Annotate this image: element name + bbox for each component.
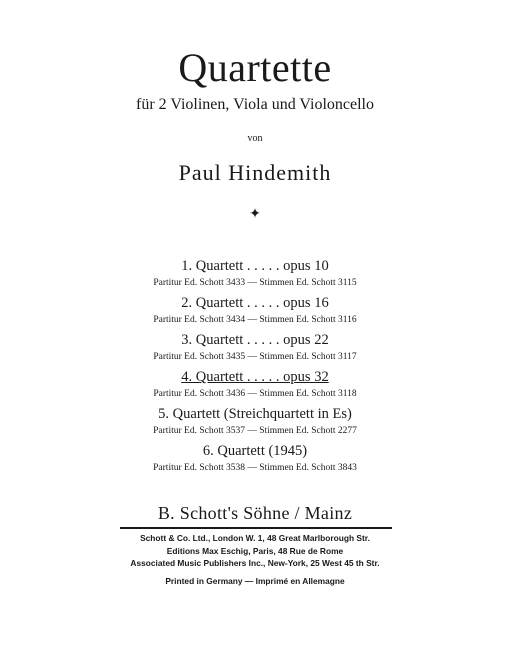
quartet-1-parts: Partitur Ed. Schott 3433 — Stimmen Ed. Schott 3115: [153, 278, 357, 288]
quartet-4-title: [0, 368, 510, 386]
quartet-3-parts: Partitur Ed. Schott 3435 — Stimmen Ed. Schott 3117: [153, 352, 357, 362]
quartet-5-parts: Partitur Ed. Schott 3537 — Stimmen Ed. Schott 2277: [153, 426, 357, 436]
quartet-6-title: 6. Quartett (1945): [202, 443, 308, 459]
quartet-5-title: 5. Quartett (Streichquartett in Es): [158, 406, 352, 422]
page-title: Quartette: [178, 45, 332, 90]
ornament-icon: ✦: [249, 207, 261, 222]
quartet-2-parts: Partitur Ed. Schott 3434 — Stimmen Ed. Schott 3116: [153, 315, 357, 325]
quartet-4-title-text: 4. Quartett . . . . . opus 32: [181, 369, 329, 385]
address-block: [0, 532, 510, 570]
address-london: Schott & Co. Ltd., London W. 1, 48 Great Marlborough Str.: [140, 533, 370, 543]
subtitle: für 2 Violinen, Viola und Violoncello: [136, 96, 374, 113]
divider: [120, 527, 392, 529]
quartet-3-title: 3. Quartett . . . . . opus 22: [181, 332, 329, 348]
quartet-1-title: 1. Quartett . . . . . opus 10: [181, 258, 329, 274]
quartet-list: [0, 257, 510, 479]
quartet-2-title: 2. Quartett . . . . . opus 16: [181, 295, 329, 311]
address-new-york: Associated Music Publishers Inc., New-York, 25 West 45 th Str.: [130, 558, 380, 569]
address-paris: Editions Max Eschig, Paris, 48 Rue de Rome: [166, 545, 344, 556]
composer-name: Paul Hindemith: [178, 160, 332, 185]
quartet-4-parts: Partitur Ed. Schott 3436 — Stimmen Ed. Schott 3118: [153, 389, 357, 399]
printed-note: Printed in Germany — Imprimé en Allemagne: [165, 576, 345, 586]
publisher: B. Schott's Söhne / Mainz: [157, 503, 353, 523]
quartet-6-parts: Partitur Ed. Schott 3538 — Stimmen Ed. Schott 3843: [153, 463, 357, 473]
by-label: von: [247, 133, 263, 144]
